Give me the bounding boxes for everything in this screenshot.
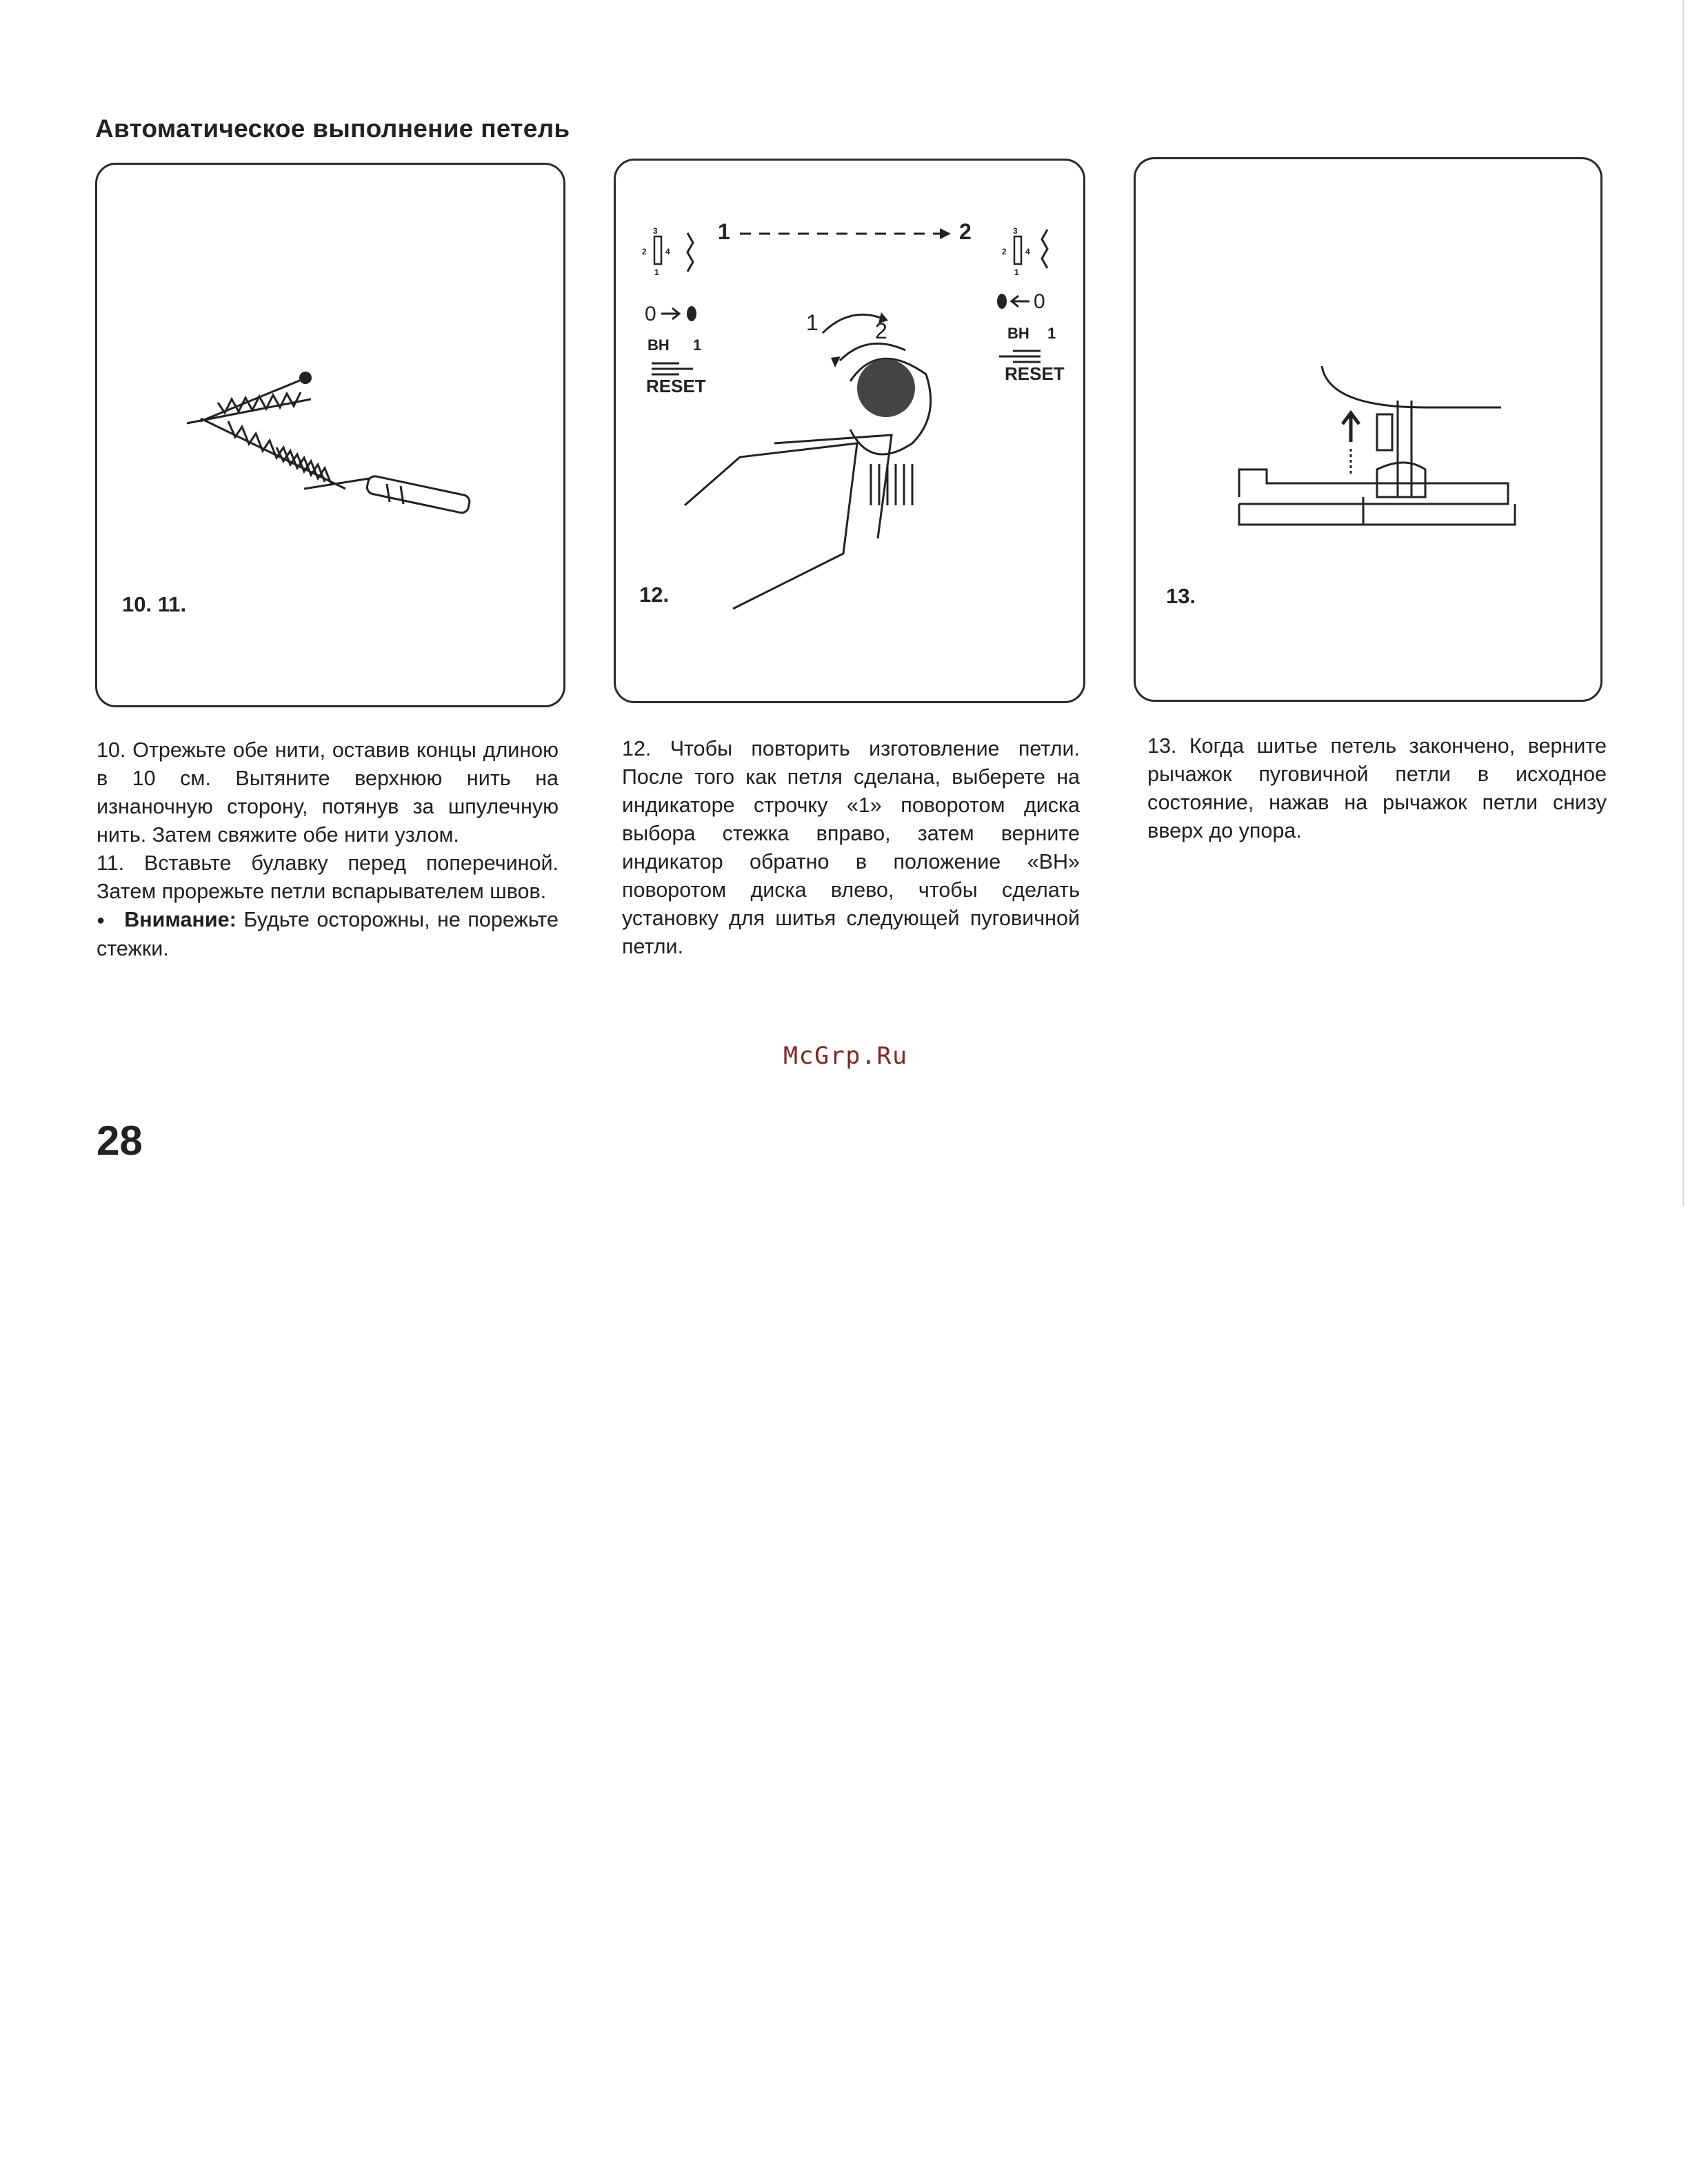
svg-text:1: 1 <box>693 336 702 354</box>
text-column-2 <box>622 735 1080 961</box>
panel-label: 10. 11. <box>122 592 187 616</box>
svg-text:BH: BH <box>647 336 670 354</box>
illustration-panel-12 <box>614 159 1085 703</box>
paragraph-12: 12. Чтобы повторить изготовление петли. После того как петля сделана, выберете на индикаторе строчку «1» поворотом диска выбора стежка вправо, затем верните индикатор обратно в положение «ВН» поворотом диска влево, чтобы сделать установку для шитья следующей пуговичной петли. <box>622 737 1080 958</box>
text-column-1 <box>97 736 559 963</box>
text-column-3 <box>1147 732 1607 845</box>
watermark: McGrp.Ru <box>783 1042 908 1070</box>
section-title: Автоматическое выполнение петель <box>95 114 570 143</box>
svg-text:1: 1 <box>1047 325 1056 342</box>
svg-text:2: 2 <box>875 318 887 343</box>
scan-edge-line <box>1682 0 1684 1206</box>
illustration-panel-13 <box>1134 157 1602 702</box>
svg-text:1: 1 <box>1014 267 1019 277</box>
svg-text:0: 0 <box>1034 290 1045 313</box>
seam-ripper-illustration <box>97 165 567 709</box>
svg-text:1: 1 <box>654 267 659 277</box>
paragraph-11: 11. Вставьте булавку перед поперечиной. Затем прорежьте петли вспарывателем швов. <box>97 851 559 903</box>
warning-text: Будьте осторожны, не порежьте стежки. <box>97 908 559 961</box>
svg-text:1: 1 <box>718 219 730 244</box>
stitch-selector-illustration <box>616 161 1087 705</box>
svg-text:0: 0 <box>645 303 656 325</box>
panel-label: 13. <box>1166 584 1196 608</box>
panel-label: 12. <box>639 583 670 607</box>
warning-paragraph <box>97 906 559 963</box>
left-indicator <box>642 226 706 396</box>
svg-text:1: 1 <box>806 310 818 335</box>
buttonhole-lever-illustration <box>1136 159 1605 704</box>
svg-text:2: 2 <box>959 219 972 244</box>
paragraph-10: 10. Отрежьте обе нити, оставив концы длиною в 10 см. Вытяните верхнюю нить на изнаночную сторону, потянув за шпулечную нить. Затем свяжите обе нити узлом. <box>97 738 559 847</box>
svg-text:2: 2 <box>1002 247 1007 256</box>
right-indicator <box>997 226 1065 384</box>
svg-text:RESET: RESET <box>1005 363 1065 384</box>
svg-text:BH: BH <box>1007 325 1029 342</box>
svg-text:4: 4 <box>665 247 670 256</box>
illustration-panel-10-11 <box>95 163 565 707</box>
svg-text:4: 4 <box>1025 247 1030 256</box>
svg-text:2: 2 <box>642 247 647 256</box>
bullet-icon: ● <box>97 913 107 929</box>
svg-text:RESET: RESET <box>646 376 706 396</box>
page-number: 28 <box>97 1118 143 1164</box>
paragraph-13: 13. Когда шитье петель закончено, верните рычажок пуговичной петли в исходное состояние, нажав на рычажок петли снизу вверх до упора. <box>1147 734 1607 842</box>
svg-text:3: 3 <box>1013 226 1018 236</box>
warning-label: Внимание: <box>124 908 237 931</box>
svg-text:3: 3 <box>653 226 658 236</box>
